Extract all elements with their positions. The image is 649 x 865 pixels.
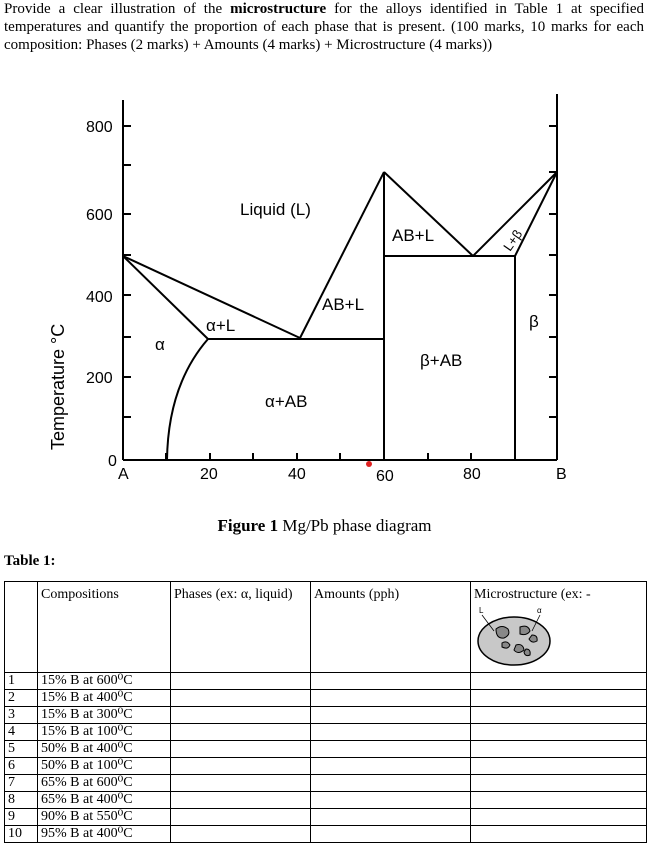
y-tick-label: 200	[86, 370, 113, 387]
solvus-alpha	[167, 339, 208, 460]
y-tick-label: 600	[86, 207, 113, 224]
row-amounts-cell[interactable]	[311, 809, 471, 826]
caption-rest: Mg/Pb phase diagram	[278, 516, 432, 535]
row-microstructure-cell[interactable]	[471, 758, 647, 775]
question-text	[4, 0, 644, 54]
y-axis-label: Temperature °C	[48, 323, 68, 450]
phase-diagram	[0, 80, 649, 495]
row-composition: 15% B at 300⁰C	[38, 707, 171, 724]
header-microstructure-label: Microstructure (ex: -	[474, 587, 591, 602]
region-alpha: α	[155, 335, 165, 354]
row-phases-cell[interactable]	[171, 775, 311, 792]
region-alpha-l: α+L	[206, 316, 236, 335]
caption-bold: Figure 1	[217, 516, 279, 535]
row-phases-cell[interactable]	[171, 809, 311, 826]
row-composition: 15% B at 400⁰C	[38, 690, 171, 707]
row-composition: 15% B at 600⁰C	[38, 673, 171, 690]
y-tick-label: 800	[86, 119, 113, 136]
header-number	[5, 582, 38, 673]
region-l-beta: L+β	[500, 226, 526, 254]
row-microstructure-cell[interactable]	[471, 741, 647, 758]
x-tick-label: 40	[288, 466, 306, 483]
table-row	[5, 809, 647, 826]
row-amounts-cell[interactable]	[311, 690, 471, 707]
x-tick-label: 20	[200, 466, 218, 483]
row-phases-cell[interactable]	[171, 690, 311, 707]
row-amounts-cell[interactable]	[311, 724, 471, 741]
row-composition: 50% B at 400⁰C	[38, 741, 171, 758]
region-beta-ab: β+AB	[420, 351, 463, 370]
row-microstructure-cell[interactable]	[471, 724, 647, 741]
row-composition: 65% B at 400⁰C	[38, 792, 171, 809]
x-end-label-right: B	[556, 466, 567, 483]
row-microstructure-cell[interactable]	[471, 775, 647, 792]
row-amounts-cell[interactable]	[311, 826, 471, 843]
row-microstructure-cell[interactable]	[471, 690, 647, 707]
table-row	[5, 690, 647, 707]
table-row	[5, 775, 647, 792]
region-ab-l-right: AB+L	[392, 226, 435, 245]
row-number: 7	[5, 775, 38, 792]
row-number: 6	[5, 758, 38, 775]
row-number: 4	[5, 724, 38, 741]
row-phases-cell[interactable]	[171, 826, 311, 843]
row-microstructure-cell[interactable]	[471, 673, 647, 690]
row-number: 2	[5, 690, 38, 707]
row-amounts-cell[interactable]	[311, 758, 471, 775]
row-amounts-cell[interactable]	[311, 775, 471, 792]
icon-label-alpha: α	[537, 606, 542, 615]
row-microstructure-cell[interactable]	[471, 826, 647, 843]
x-tick-label: 80	[463, 466, 481, 483]
header-microstructure	[471, 582, 647, 673]
y-tick-label: 0	[108, 453, 117, 470]
icon-label-l: L	[479, 606, 484, 615]
table-title: Table 1:	[4, 553, 56, 569]
solidus-left	[123, 256, 208, 339]
row-microstructure-cell[interactable]	[471, 792, 647, 809]
row-composition: 65% B at 600⁰C	[38, 775, 171, 792]
row-phases-cell[interactable]	[171, 741, 311, 758]
x-end-label-left: A	[118, 466, 129, 483]
table-row	[5, 741, 647, 758]
header-compositions: Compositions	[38, 582, 171, 673]
x-tick-label: 60	[376, 468, 394, 485]
row-composition: 90% B at 550⁰C	[38, 809, 171, 826]
table-row	[5, 724, 647, 741]
table-row	[5, 758, 647, 775]
answer-table	[4, 581, 647, 843]
row-phases-cell[interactable]	[171, 792, 311, 809]
row-amounts-cell[interactable]	[311, 707, 471, 724]
row-microstructure-cell[interactable]	[471, 809, 647, 826]
row-phases-cell[interactable]	[171, 707, 311, 724]
row-microstructure-cell[interactable]	[471, 707, 647, 724]
row-number: 3	[5, 707, 38, 724]
table-row	[5, 792, 647, 809]
header-phases: Phases (ex: α, liquid)	[171, 582, 311, 673]
region-liquid: Liquid (L)	[240, 200, 311, 219]
table-row	[5, 707, 647, 724]
question-part2: for the alloys identified in Table 1 at specified temperatures and quantify the proportion of each phase that is present. (100 marks, 10 marks for each composition: Phases (2 marks) + Amounts (4 marks) + Microstructure (4 marks))	[4, 1, 644, 53]
region-ab-l-left: AB+L	[322, 295, 365, 314]
question-bold: microstructure	[230, 1, 327, 17]
row-composition: 50% B at 100⁰C	[38, 758, 171, 775]
table-row	[5, 673, 647, 690]
marker-dot	[366, 461, 372, 467]
row-amounts-cell[interactable]	[311, 792, 471, 809]
table-row	[5, 826, 647, 843]
row-number: 5	[5, 741, 38, 758]
row-number: 10	[5, 826, 38, 843]
row-amounts-cell[interactable]	[311, 741, 471, 758]
row-phases-cell[interactable]	[171, 724, 311, 741]
figure-caption	[0, 516, 649, 536]
row-composition: 15% B at 100⁰C	[38, 724, 171, 741]
microstructure-example-icon	[474, 605, 554, 667]
row-number: 8	[5, 792, 38, 809]
row-phases-cell[interactable]	[171, 758, 311, 775]
row-number: 9	[5, 809, 38, 826]
region-alpha-ab: α+AB	[265, 392, 308, 411]
row-composition: 95% B at 400⁰C	[38, 826, 171, 843]
y-tick-label: 400	[86, 289, 113, 306]
row-amounts-cell[interactable]	[311, 673, 471, 690]
row-phases-cell[interactable]	[171, 673, 311, 690]
question-part1: Provide a clear illustration of the	[4, 1, 231, 17]
region-beta: β	[529, 312, 539, 331]
row-number: 1	[5, 673, 38, 690]
table-header-row	[5, 582, 647, 673]
header-amounts: Amounts (pph)	[311, 582, 471, 673]
